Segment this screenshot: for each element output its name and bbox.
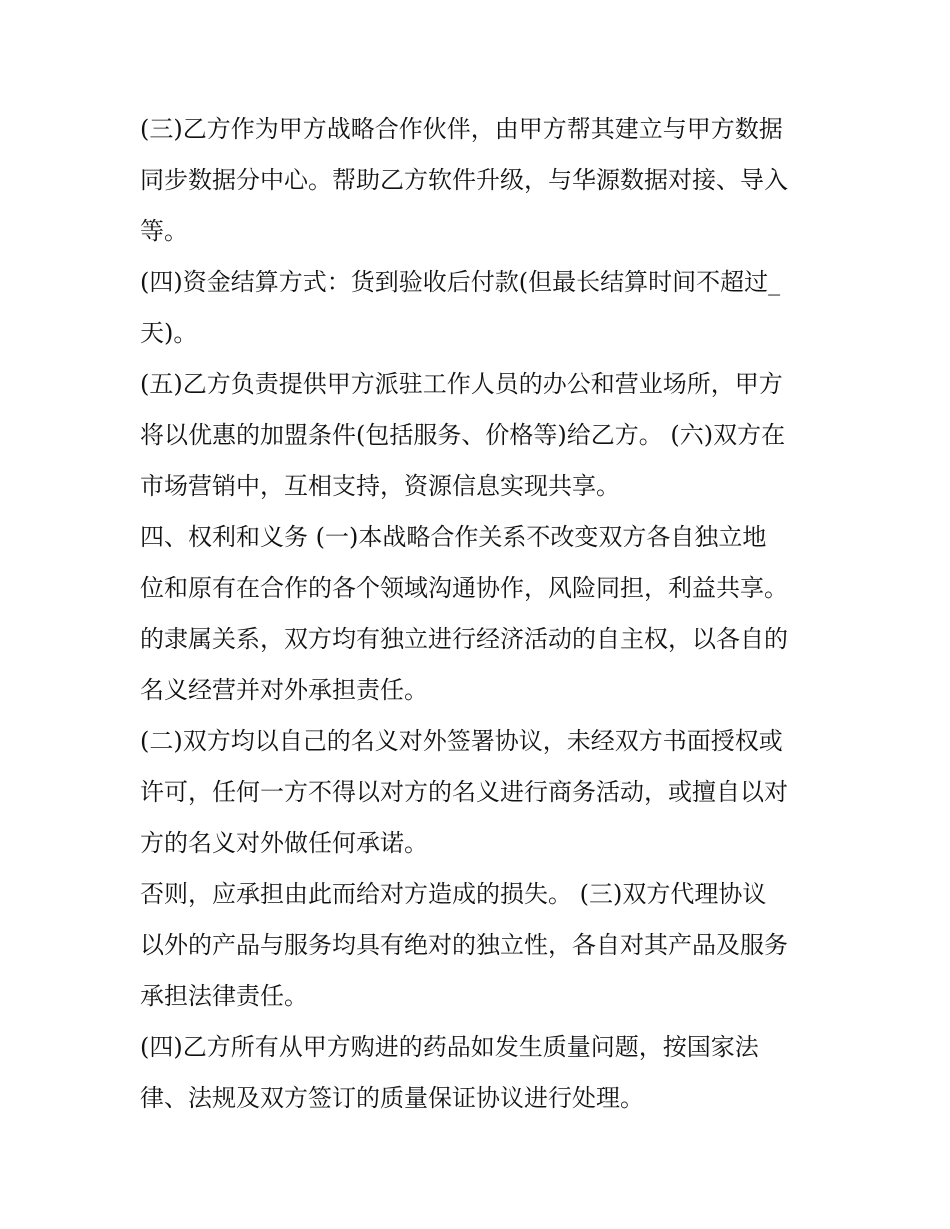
- text-line: 律、法规及双方签订的质量保证协议进行处理。: [140, 1084, 644, 1112]
- text-line: (四)资金结算方式：货到验收后付款(但最长结算时间不超过_: [140, 268, 781, 296]
- text-line: 将以优惠的加盟条件(包括服务、价格等)给乙方。 (六)双方在: [140, 421, 786, 449]
- text-line: (五)乙方负责提供甲方派驻工作人员的办公和营业场所，甲方: [140, 370, 783, 398]
- text-line: 许可，任何一方不得以对方的名义进行商务活动，或擅自以对: [140, 778, 788, 806]
- text-line: (四)乙方所有从甲方购进的药品如发生质量问题，按国家法: [140, 1033, 759, 1061]
- text-line: 四、权利和义务 (一)本战略合作关系不改变双方各自独立地: [140, 523, 767, 551]
- text-line: 方的名义对外做任何承诺。: [140, 829, 428, 857]
- text-line: 位和原有在合作的各个领域沟通协作，风险同担，利益共享。: [140, 574, 788, 602]
- text-line: 承担法律责任。: [140, 982, 308, 1010]
- text-line: 名义经营并对外承担责任。: [140, 676, 428, 704]
- text-line: (二)双方均以自己的名义对外签署协议，未经双方书面授权或: [140, 727, 783, 755]
- document-body: [140, 107, 830, 1127]
- text-line: 市场营销中，互相支持，资源信息实现共享。: [140, 472, 620, 500]
- text-line: (三)乙方作为甲方战略合作伙伴，由甲方帮其建立与甲方数据: [140, 115, 783, 143]
- text-line: 天)。: [140, 319, 198, 347]
- text-line: 的隶属关系，双方均有独立进行经济活动的自主权，以各自的: [140, 625, 788, 653]
- text-line: 等。: [140, 217, 188, 245]
- text-line: 同步数据分中心。帮助乙方软件升级，与华源数据对接、导入: [140, 166, 788, 194]
- text-line: 以外的产品与服务均具有绝对的独立性，各自对其产品及服务: [140, 931, 788, 959]
- text-line: 否则，应承担由此而给对方造成的损失。 (三)双方代理协议: [140, 880, 767, 908]
